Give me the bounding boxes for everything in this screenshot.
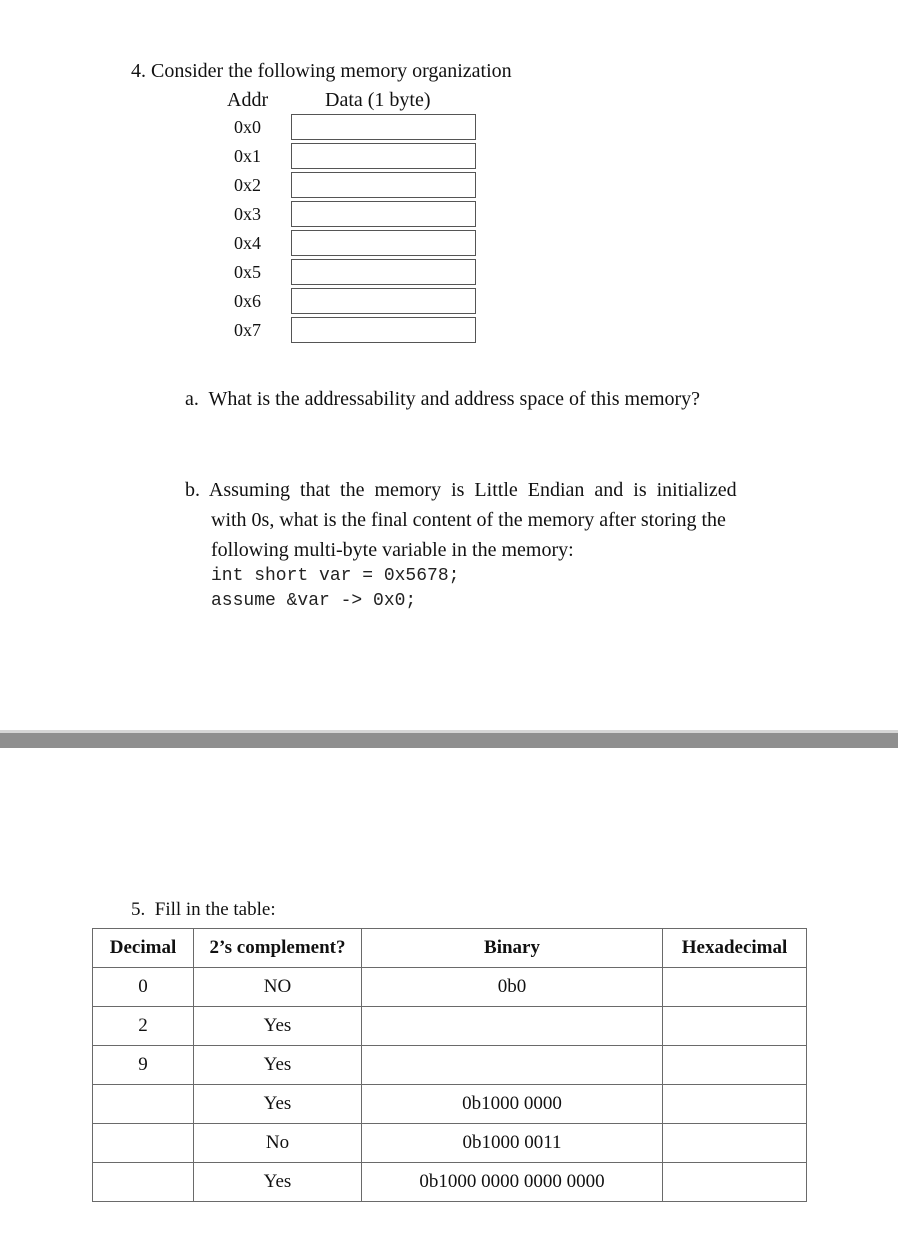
hex-cell[interactable] bbox=[663, 1007, 807, 1046]
address-label: 0x3 bbox=[234, 204, 261, 224]
binary-cell[interactable]: 0b0 bbox=[362, 968, 663, 1007]
binary-cell[interactable]: 0b1000 0011 bbox=[362, 1124, 663, 1163]
twos-complement-cell: No bbox=[194, 1124, 362, 1163]
data-header: Data (1 byte) bbox=[325, 89, 431, 111]
memory-cell bbox=[291, 317, 476, 343]
table-row bbox=[93, 1124, 807, 1163]
binary-cell[interactable] bbox=[362, 1046, 663, 1085]
hex-cell[interactable] bbox=[663, 1124, 807, 1163]
memory-cell bbox=[291, 288, 476, 314]
twos-complement-cell: NO bbox=[194, 968, 362, 1007]
decimal-cell[interactable] bbox=[93, 1163, 194, 1202]
header-decimal: Decimal bbox=[93, 929, 194, 968]
code-line-2: assume &var -> 0x0; bbox=[211, 591, 417, 611]
decimal-cell[interactable]: 0 bbox=[93, 968, 194, 1007]
q5-heading: 5. Fill in the table: bbox=[131, 899, 276, 920]
address-label: 0x5 bbox=[234, 262, 261, 282]
q4-heading: 4. Consider the following memory organization bbox=[131, 60, 512, 82]
q4-part-a: a. What is the addressability and address space of this memory? bbox=[185, 388, 701, 410]
decimal-cell[interactable] bbox=[93, 1124, 194, 1163]
twos-complement-cell: Yes bbox=[194, 1046, 362, 1085]
header-twos-complement: 2’s complement? bbox=[194, 929, 362, 968]
memory-cell bbox=[291, 143, 476, 169]
page-divider bbox=[0, 733, 898, 748]
memory-cell bbox=[291, 114, 476, 140]
decimal-cell[interactable] bbox=[93, 1085, 194, 1124]
hex-cell[interactable] bbox=[663, 1046, 807, 1085]
table-row bbox=[93, 1007, 807, 1046]
q4-part-b-line2: with 0s, what is the final content of the memory after storing the bbox=[211, 509, 726, 531]
code-line-1: int short var = 0x5678; bbox=[211, 566, 460, 586]
table-header-row bbox=[93, 929, 807, 968]
q4-part-b-line3: following multi-byte variable in the memory: bbox=[211, 539, 574, 561]
twos-complement-cell: Yes bbox=[194, 1007, 362, 1046]
hex-cell[interactable] bbox=[663, 968, 807, 1007]
header-hexadecimal: Hexadecimal bbox=[663, 929, 807, 968]
binary-cell[interactable]: 0b1000 0000 0000 0000 bbox=[362, 1163, 663, 1202]
table-row bbox=[93, 1046, 807, 1085]
address-label: 0x4 bbox=[234, 233, 261, 253]
q4-part-b-line1: b. Assuming that the memory is Little Endian and is initialized bbox=[185, 479, 737, 501]
address-label: 0x1 bbox=[234, 146, 261, 166]
hex-cell[interactable] bbox=[663, 1085, 807, 1124]
addr-header: Addr bbox=[227, 89, 269, 111]
conversion-table bbox=[92, 928, 807, 1202]
table-row bbox=[93, 1163, 807, 1202]
binary-cell[interactable] bbox=[362, 1007, 663, 1046]
hex-cell[interactable] bbox=[663, 1163, 807, 1202]
memory-cell bbox=[291, 259, 476, 285]
memory-cell bbox=[291, 230, 476, 256]
table-row bbox=[93, 1085, 807, 1124]
twos-complement-cell: Yes bbox=[194, 1085, 362, 1124]
header-binary: Binary bbox=[362, 929, 663, 968]
memory-cell bbox=[291, 172, 476, 198]
binary-cell[interactable]: 0b1000 0000 bbox=[362, 1085, 663, 1124]
address-label: 0x0 bbox=[234, 117, 261, 137]
twos-complement-cell: Yes bbox=[194, 1163, 362, 1202]
address-label: 0x7 bbox=[234, 320, 261, 340]
decimal-cell[interactable]: 2 bbox=[93, 1007, 194, 1046]
decimal-cell[interactable]: 9 bbox=[93, 1046, 194, 1085]
address-label: 0x2 bbox=[234, 175, 261, 195]
address-label: 0x6 bbox=[234, 291, 261, 311]
memory-cell bbox=[291, 201, 476, 227]
table-row bbox=[93, 968, 807, 1007]
